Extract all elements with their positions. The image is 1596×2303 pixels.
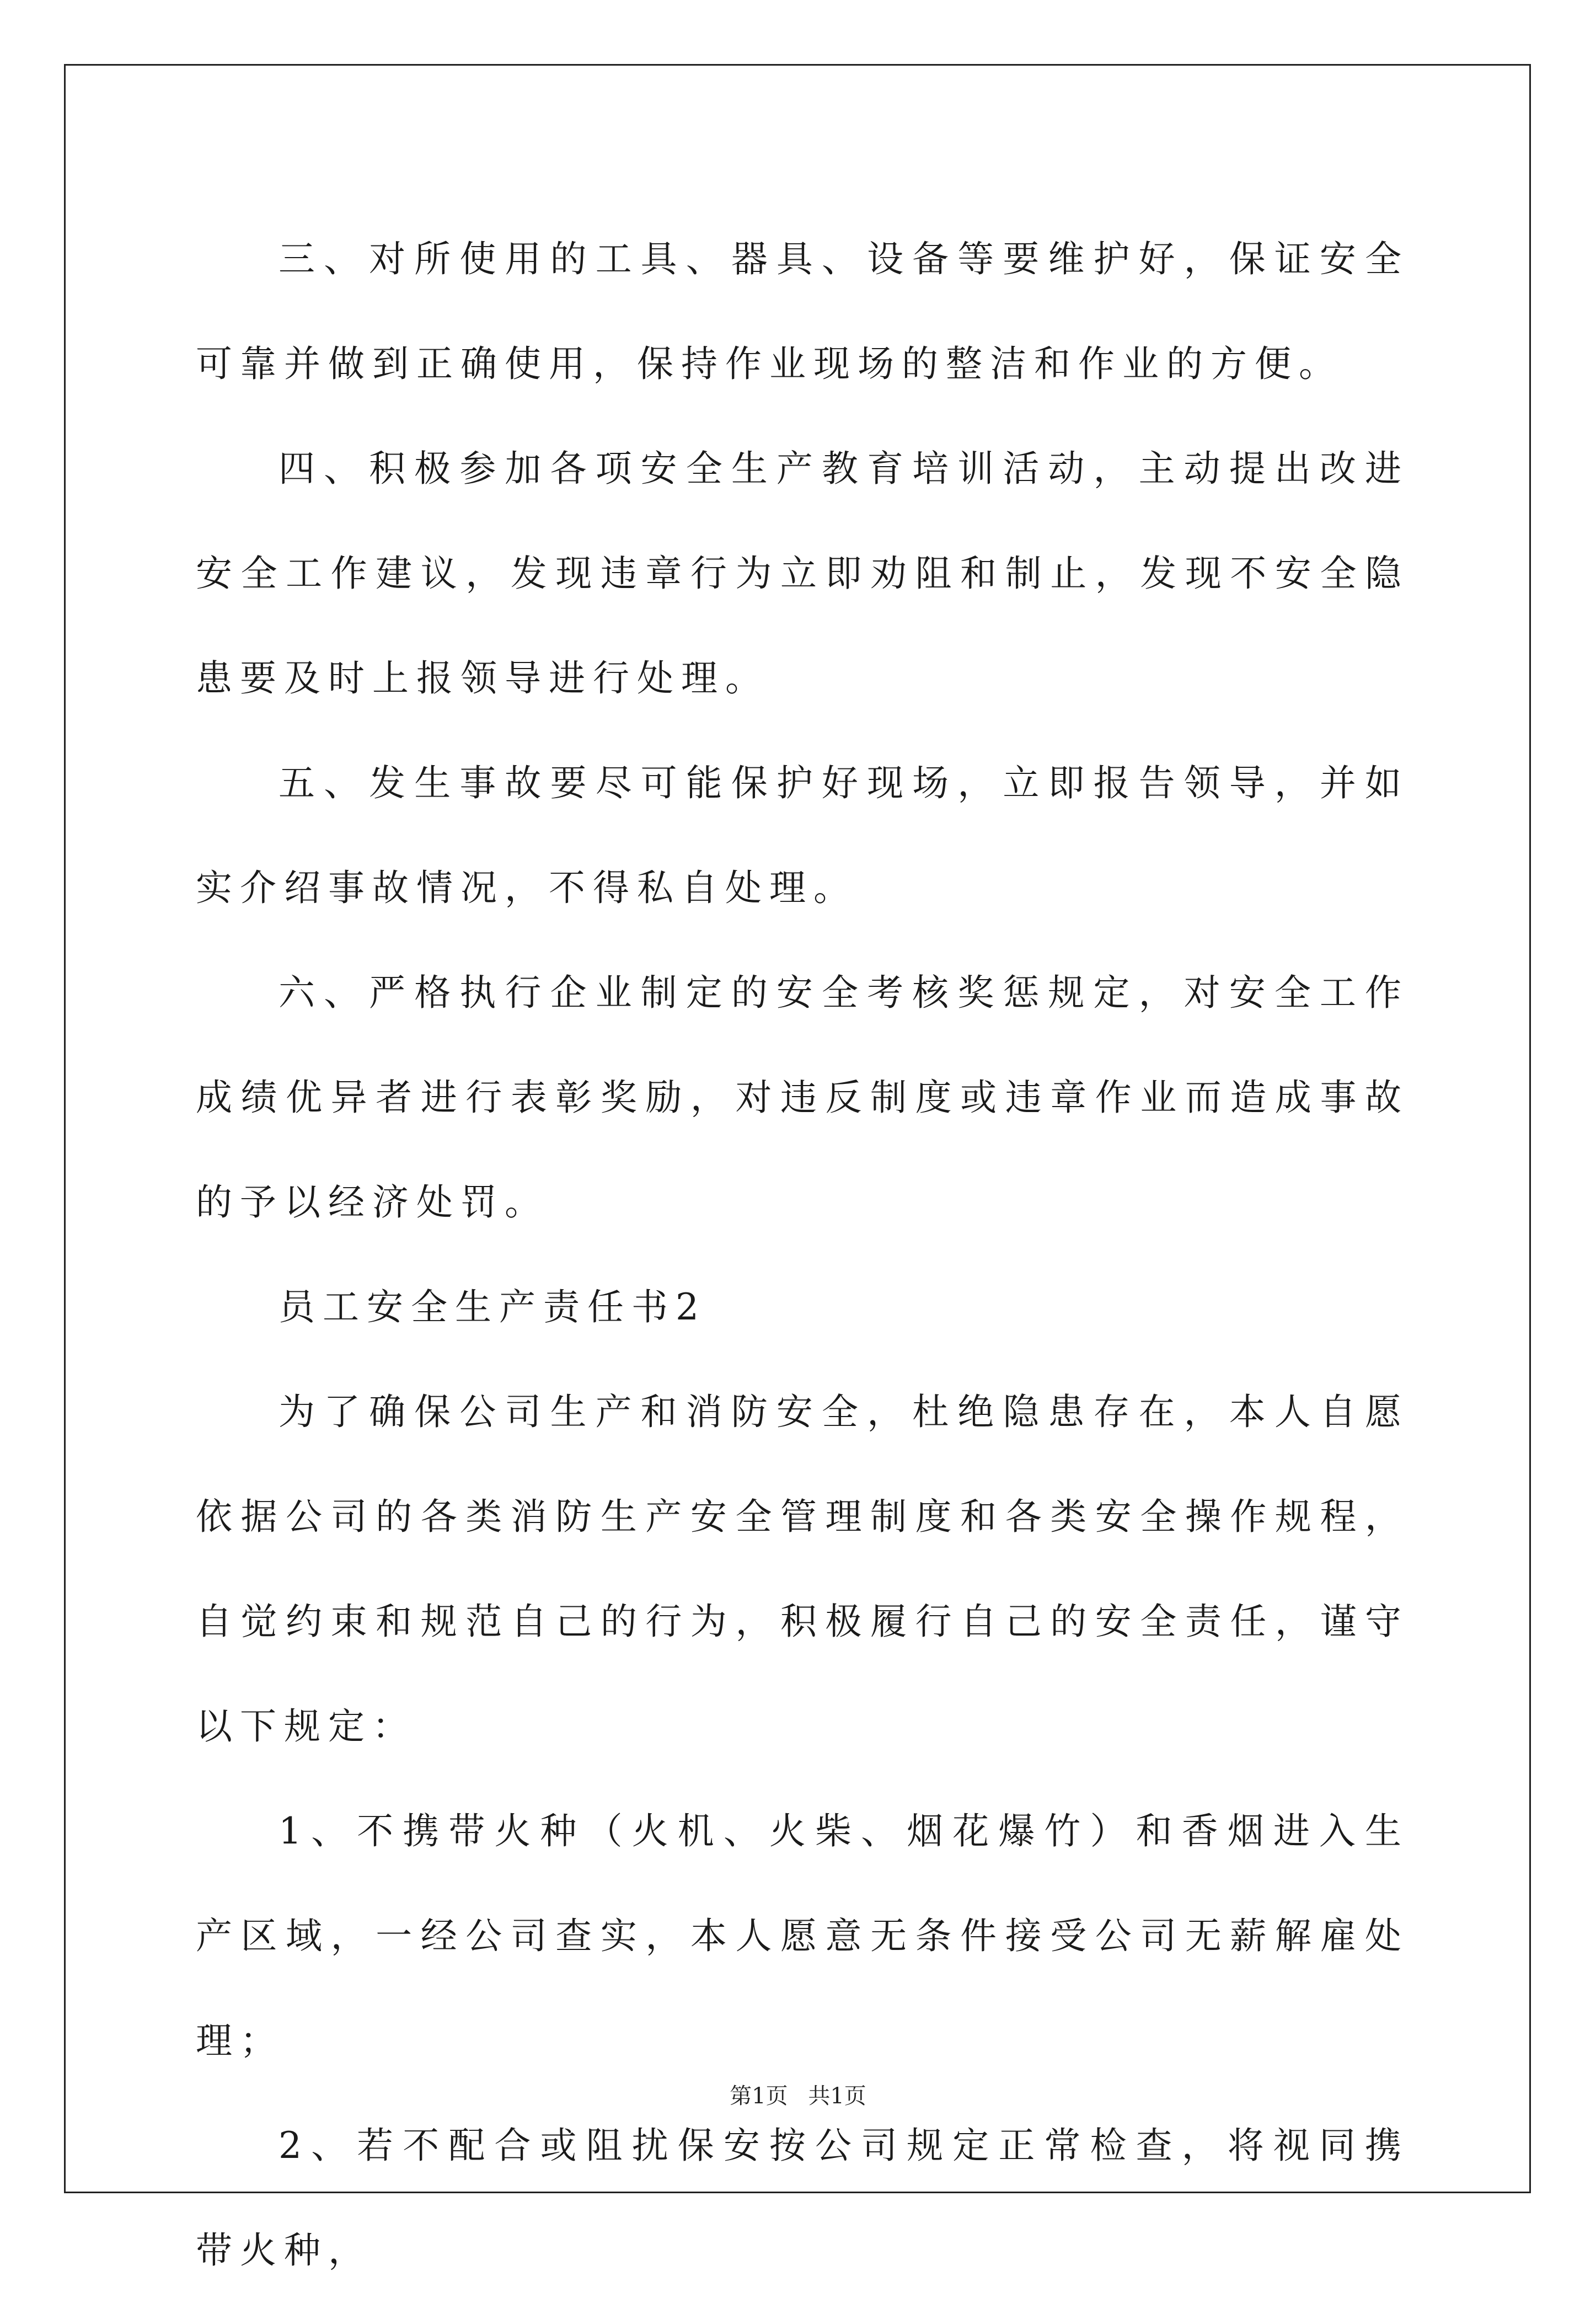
- page-number: 第1页: [730, 2083, 788, 2109]
- paragraph-item-3: 三、对所使用的工具、器具、设备等要维护好，保证安全可靠并做到正确使用，保持作业现场的整洁和作业的方便。: [196, 238, 1409, 385]
- paragraph-item-5: 五、发生事故要尽可能保护好现场，立即报告领导，并如实介绍事故情况，不得私自处理。: [196, 762, 1409, 909]
- section-heading: 员工安全生产责任书2: [279, 1286, 706, 1328]
- page-footer: [0, 2078, 1596, 2110]
- document-body: [196, 207, 1409, 2303]
- paragraph-item-4: 四、积极参加各项安全生产教育培训活动，主动提出改进安全工作建议，发现违章行为立即劝阻和制止，发现不安全隐患要及时上报领导进行处理。: [196, 447, 1409, 699]
- page-total: 共1页: [808, 2083, 866, 2109]
- rule-item-1: 1、不携带火种（火机、火柴、烟花爆竹）和香烟进入生产区域，一经公司查实，本人愿意无条件接受公司无薪解雇处理；: [196, 1810, 1409, 2062]
- intro-paragraph: 为了确保公司生产和消防安全，杜绝隐患存在，本人自愿依据公司的各类消防生产安全管理制度和各类安全操作规程，自觉约束和规范自己的行为，积极履行自己的安全责任，谨守以下规定：: [196, 1391, 1409, 1748]
- rule-item-2: 2、若不配合或阻扰保安按公司规定正常检查，将视同携带火种，: [196, 2124, 1409, 2272]
- paragraph-item-6: 六、严格执行企业制定的安全考核奖惩规定，对安全工作成绩优异者进行表彰奖励，对违反制度或违章作业而造成事故的予以经济处罚。: [196, 971, 1409, 1223]
